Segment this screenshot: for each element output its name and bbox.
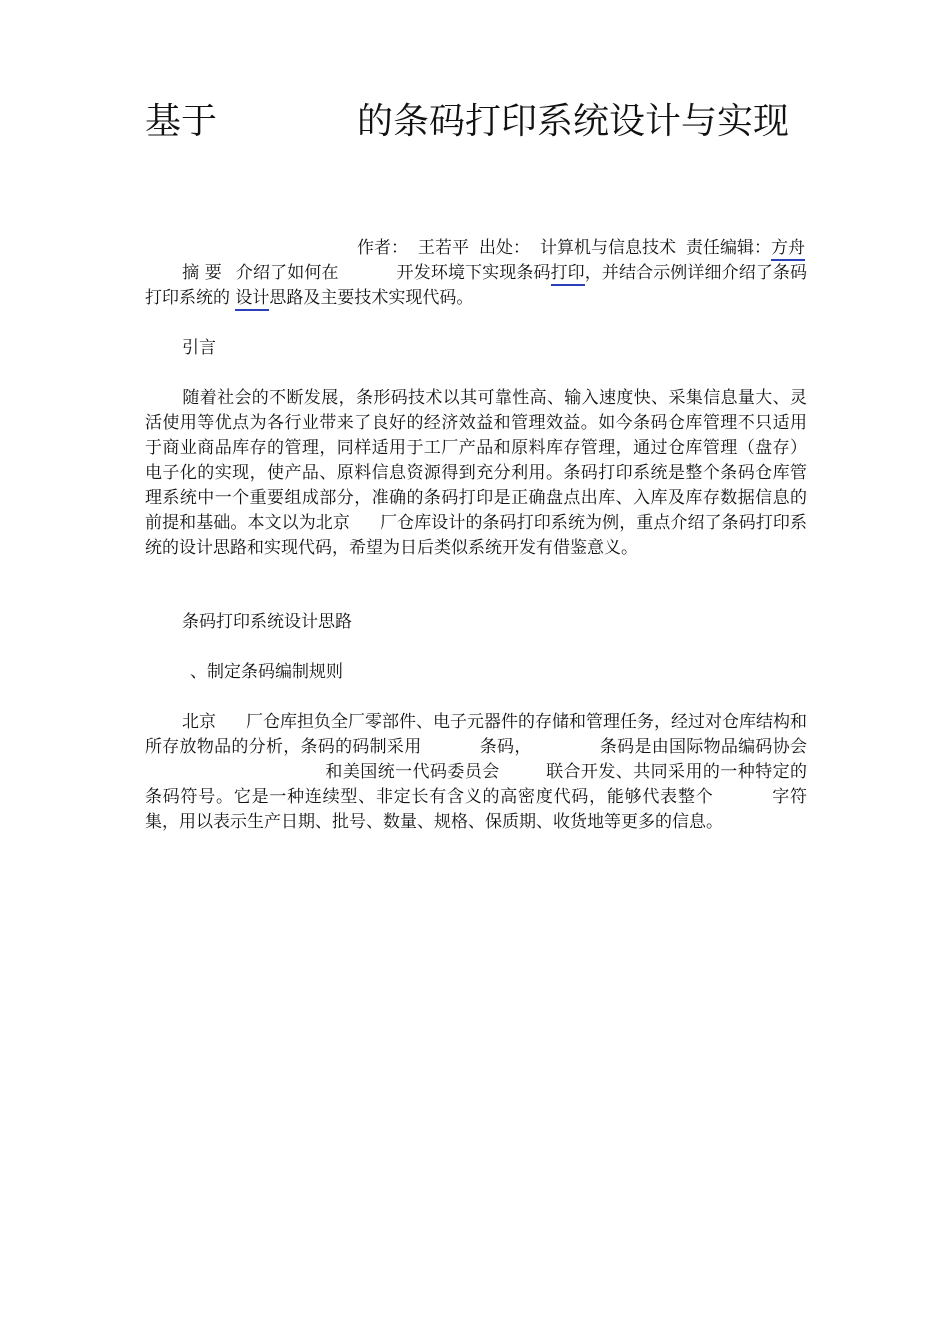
rule-paragraph — [145, 710, 807, 835]
intro-text-2: 厂仓库设计的条码打印系统为例，重点介绍了条码打印系统的设计思路和实现代码，希望为日后类似系统开发有借鉴意义。 — [145, 513, 808, 558]
section-heading-design: 条码打印系统设计思路 — [182, 612, 352, 632]
editor-link[interactable]: 方舟 — [771, 238, 805, 261]
source-label: 出处： — [479, 238, 530, 258]
intro-text-1: 随着社会的不断发展，条形码技术以其可靠性高、输入速度快、采集信息量大、灵活使用等优点为各行业带来了良好的经济效益和管理效益。如今条码仓库管理不只适用于商业商品库存的管理，同样适用于工厂产品和原料库存管理，通过仓库管理（盘存）电子化的实现，使产品、原料信息资源得到充分利用。条码打印系统是整个条码仓库管理系统中一个重要组成部分，准确的条码打印是正确盘点出库、入库及库存数据信息的前提和基础。本文以为北京 — [145, 388, 807, 533]
abstract-text-3: ，并结合示例详细介绍了条码打印系统的 — [145, 263, 808, 308]
rule-text-2: 厂仓库担负全厂零部件、电子元器件的存储和管理任务，经过对仓库结构和所存放物品的分析，条码的码制采用 — [145, 712, 807, 757]
section-heading-intro: 引言 — [182, 338, 216, 358]
abstract-text-1: 介绍了如何在 — [235, 263, 339, 283]
rule-text-7: 字符集，用以表示生产日期、批号、数量、规格、保质期、收货地等更多的信息。 — [145, 787, 807, 832]
rule-text-3: 条码， — [479, 737, 532, 757]
article-title — [145, 96, 815, 148]
abstract-paragraph — [145, 261, 807, 311]
rule-text-6: 联合开发、共同采用的一种特定的条码符号。它是一种连续型、非定长有含义的高密度代码，能够代表整个 — [145, 762, 808, 807]
abstract-text-2: 开发环境下实现条码 — [396, 263, 551, 283]
editor-label: 责任编辑： — [686, 238, 771, 258]
rule-text-5: 和美国统一代码委员会 — [325, 762, 500, 782]
rule-text-1: 北京 — [182, 712, 216, 732]
design-link[interactable]: 设计 — [235, 288, 269, 311]
print-link[interactable]: 打印 — [551, 263, 585, 286]
author-name: 王若平 — [418, 238, 469, 258]
subsection-heading-rule: 、制定条码编制规则 — [190, 662, 343, 682]
abstract-label: 摘 要 — [182, 263, 222, 283]
title-part-2: 的条码打印系统设计与实现 — [357, 101, 790, 142]
intro-paragraph — [145, 386, 807, 561]
rule-text-4: 条码是由国际物品编码协会 — [599, 737, 807, 757]
abstract-text-4: 思路及主要技术实现代码。 — [269, 288, 474, 308]
source-name: 计算机与信息技术 — [540, 238, 676, 258]
title-part-1: 基于 — [145, 101, 218, 142]
author-label: 作者： — [357, 238, 408, 258]
article-meta — [145, 236, 805, 261]
